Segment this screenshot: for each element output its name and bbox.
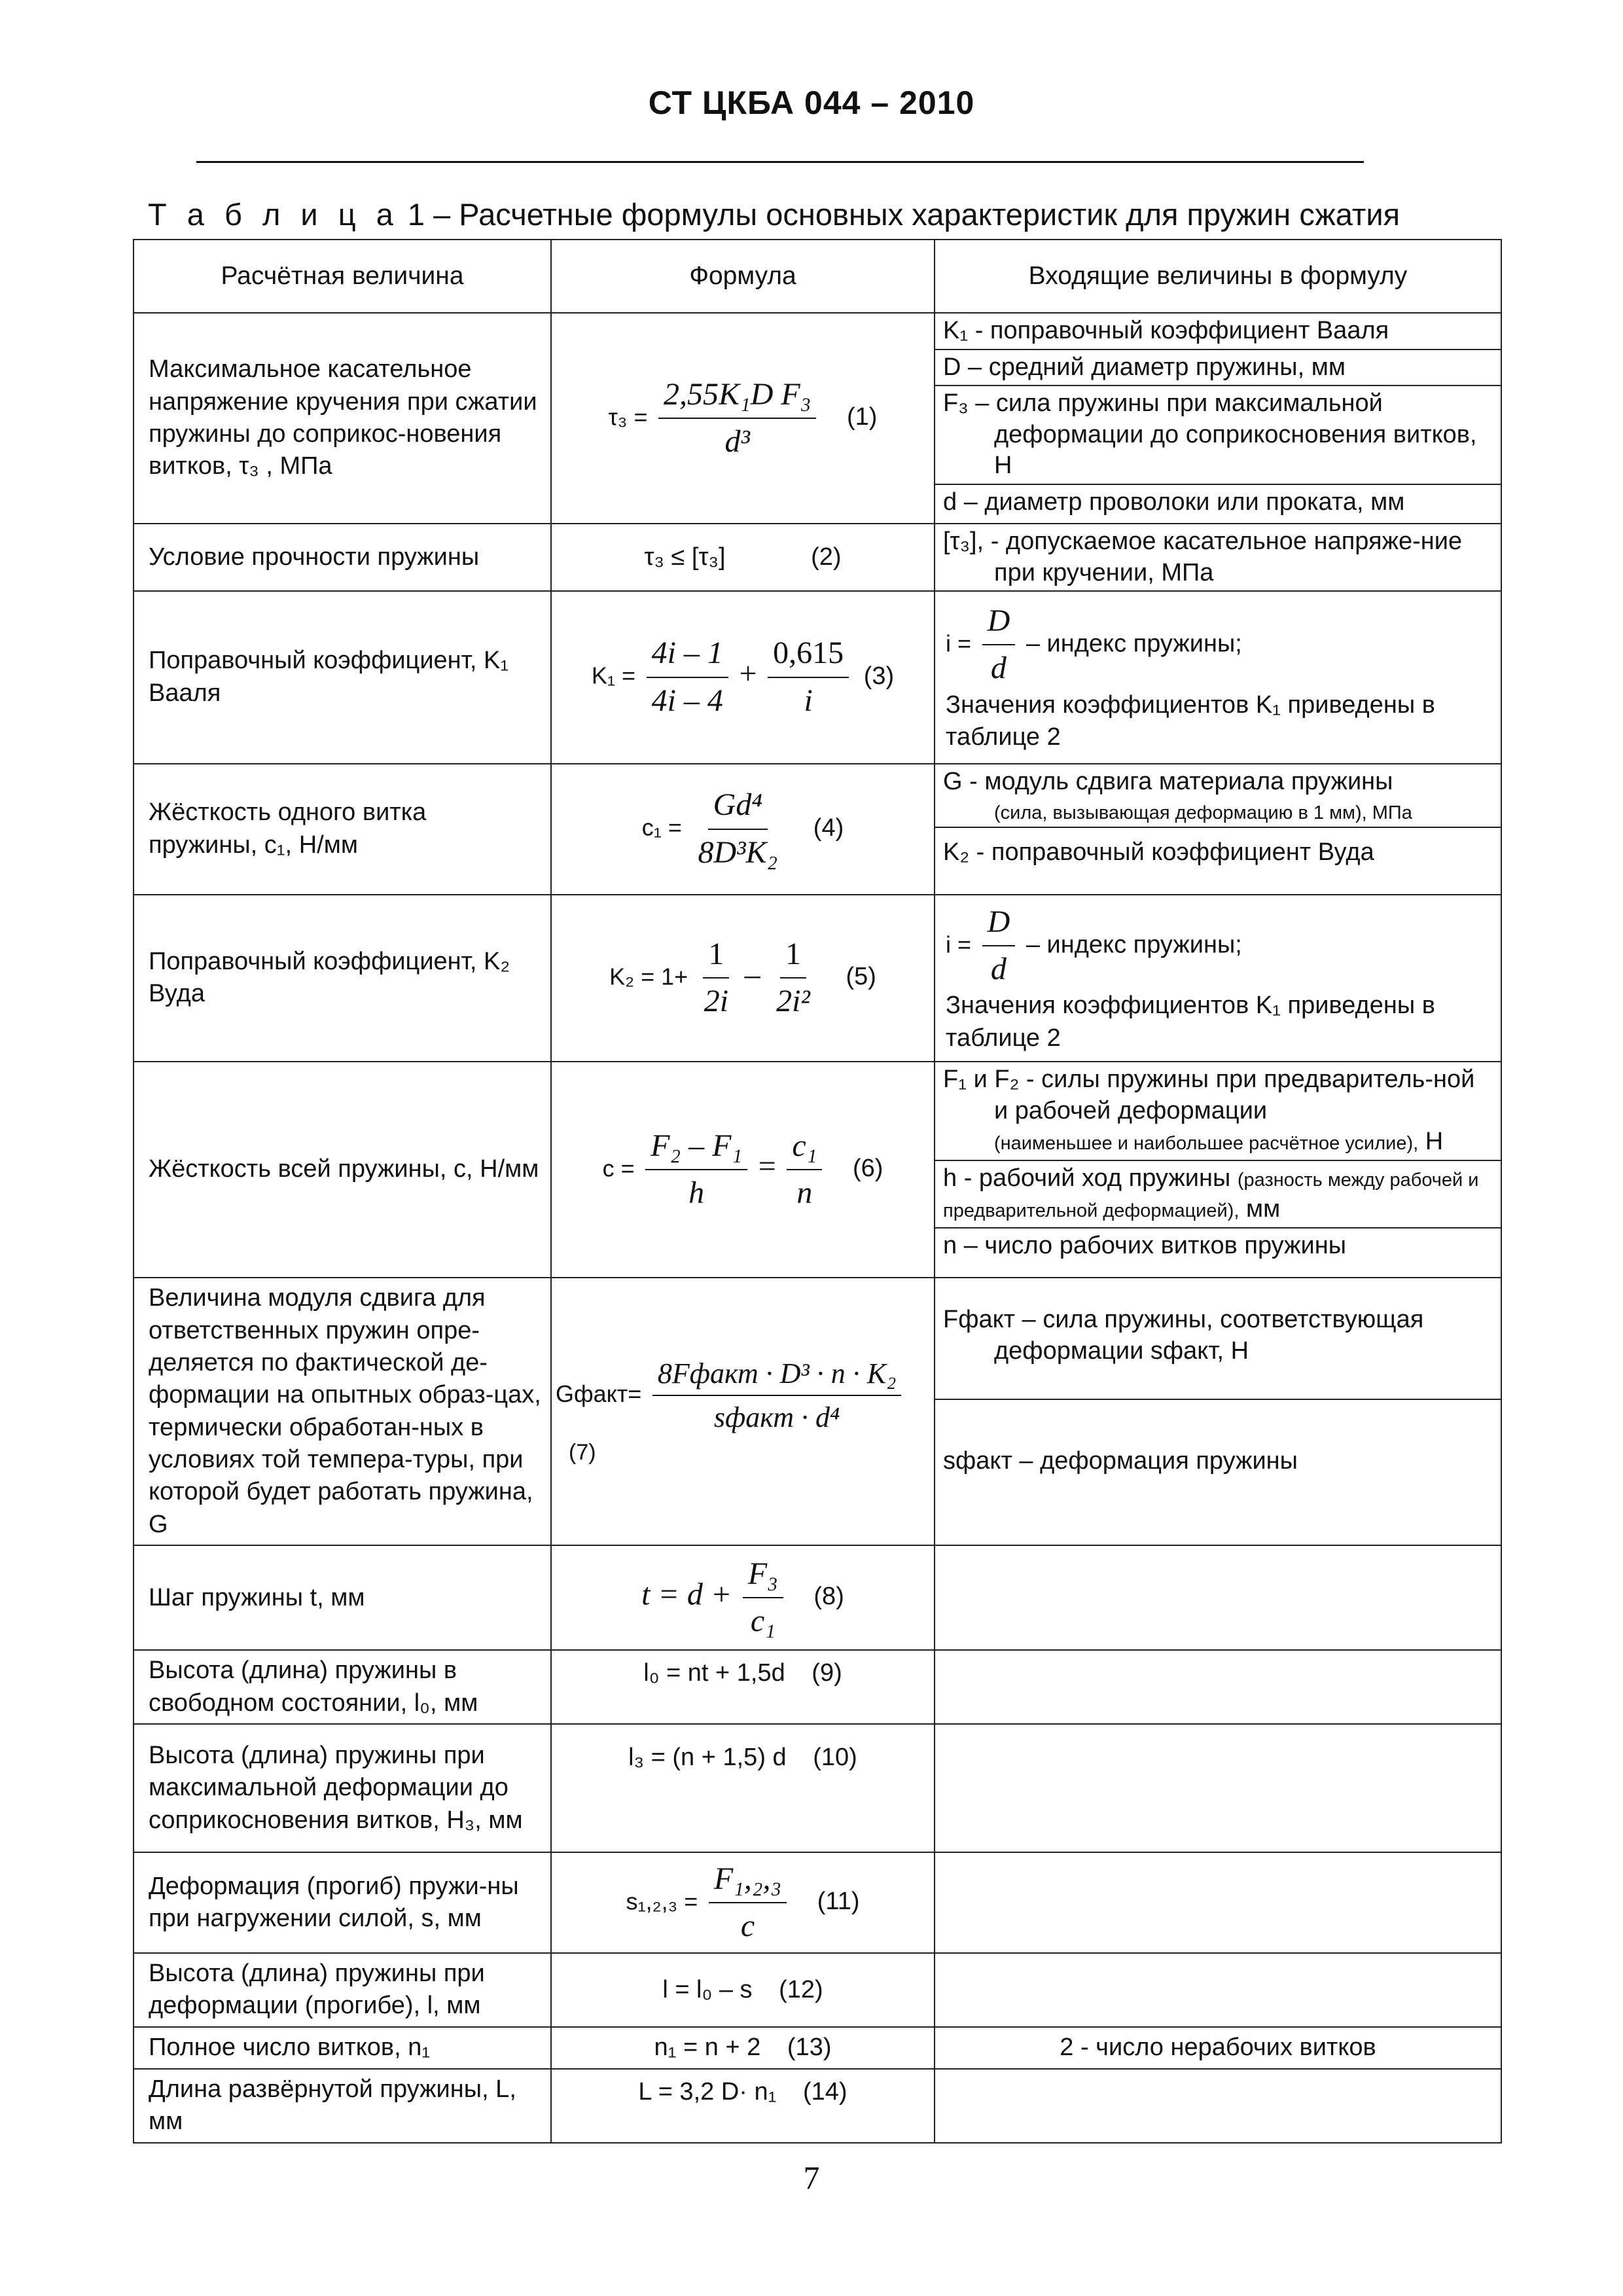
formula-denominator: d³ (724, 424, 750, 459)
inputs-cell-empty (935, 1650, 1501, 1724)
inputs-cell-empty (935, 1953, 1501, 2027)
input-item: F₃ – сила пружины при максимальной деформации до соприкосновения витков, Н (935, 386, 1501, 485)
formula-cell (551, 895, 935, 1062)
page-number: 7 (803, 2159, 820, 2196)
table-row (134, 1724, 1501, 1852)
formula-cell (551, 1062, 935, 1278)
formula-cell (551, 1650, 935, 1724)
formula-fraction (787, 1126, 822, 1214)
table-row (134, 313, 1501, 524)
inputs-cell (935, 764, 1501, 895)
formula-numerator: 4i – 1 (647, 633, 728, 677)
formula-numerator: F₃ (743, 1554, 783, 1598)
equation-number: (3) (863, 662, 895, 690)
document-code: СТ ЦКБА 044 – 2010 (648, 84, 975, 121)
input-item: sфакт – деформация пружины (943, 1447, 1298, 1475)
equation-number: (6) (852, 1155, 883, 1183)
index-fraction (982, 902, 1016, 990)
formula-cell (551, 524, 935, 591)
formula-text: n₁ = n + 2 (654, 2034, 761, 2062)
quantity-cell: Высота (длина) пружины при максимальной деформации до соприкосновения витков, H₃, мм (134, 1724, 551, 1852)
formula-lhs: Gфакт= (556, 1380, 642, 1408)
formula-denominator: 8D³K₂ (698, 834, 778, 870)
index-lhs: i = (946, 630, 972, 657)
formula-lhs: s₁,₂,₃ = (626, 1888, 698, 1915)
formula-denominator: n (796, 1175, 813, 1211)
inputs-cell: 2 - число нерабочих витков (935, 2027, 1501, 2069)
formula-lhs: K₂ = 1+ (609, 963, 688, 990)
formula-denominator: sфакт · d⁴ (713, 1401, 840, 1433)
table-row (134, 1278, 1501, 1545)
formula-lhs: c = (602, 1155, 635, 1182)
equation-number: (8) (813, 1583, 844, 1611)
column-header-formula: Формула (551, 240, 935, 313)
equation-number: (9) (812, 1659, 842, 1687)
table-row (134, 1650, 1501, 1724)
coefficient-note: Значения коэффициентов K₁ приведены в таблице 2 (946, 992, 1435, 1052)
formula-text: τ₃ ≤ [τ₃] (644, 543, 726, 571)
formula-lhs: τ₃ = (608, 403, 648, 431)
equation-number: (2) (811, 543, 842, 571)
formula-lhs: K₁ = (591, 662, 636, 689)
column-header-inputs: Входящие величины в формулу (935, 240, 1501, 313)
formula-denominator: c₁ (750, 1604, 776, 1639)
inputs-cell (935, 591, 1501, 764)
quantity-cell: Жёсткость одного витка пружины, c₁, Н/мм (134, 764, 551, 895)
equation-number: (14) (803, 2077, 847, 2106)
table-row (134, 1852, 1501, 1953)
formula-cell (551, 591, 935, 764)
inputs-cell-empty (935, 2069, 1501, 2143)
quantity-cell: Высота (длина) пружины при деформации (прогибе), l, мм (134, 1953, 551, 2027)
table-caption-text: 1 – Расчетные формулы основных характеристик для пружин сжатия (399, 197, 1400, 232)
formula-numerator: 1 (703, 934, 729, 978)
formula-lhs: c₁ = (641, 814, 682, 841)
input-item: K₂ - поправочный коэффициент Вуда (943, 838, 1374, 867)
formula-numerator: 8Fфакт · D³ · n · K₂ (652, 1355, 902, 1396)
input-item: n – число рабочих витков пружины (943, 1231, 1347, 1259)
formula-numerator: 1 (780, 934, 806, 978)
formula-numerator: F₁,₂,₃ (709, 1859, 787, 1903)
input-item: [τ₃], - допускаемое касательное напряже-ние при кручении, МПа (943, 528, 1463, 586)
formula-cell (551, 1953, 935, 2027)
inputs-cell (935, 313, 1501, 524)
input-item: D – средний диаметр пружины, мм (935, 350, 1501, 387)
inputs-cell-empty (935, 1724, 1501, 1852)
table-row (134, 1062, 1501, 1278)
quantity-cell: Полное число витков, n₁ (134, 2027, 551, 2069)
table-row (134, 1953, 1501, 2027)
inputs-cell (935, 1062, 1501, 1278)
formula-denominator: c (740, 1909, 755, 1944)
equation-number: (13) (787, 2034, 832, 2062)
equation-number: (4) (813, 814, 844, 842)
input-item: G - модуль сдвига материала пружины (943, 767, 1393, 795)
formula-fraction (709, 1859, 787, 1947)
formula-denominator: 2i (704, 984, 729, 1019)
formula-text: L = 3,2 D· n₁ (638, 2077, 777, 2106)
index-fraction (982, 601, 1016, 689)
formula-denominator: h (688, 1175, 705, 1211)
equation-number: (10) (813, 1744, 857, 1772)
formula-denominator: 4i – 4 (651, 683, 723, 718)
input-item: Fфакт – сила пружины, соответствующая деформации sфакт, Н (935, 1278, 1501, 1400)
index-definition (946, 601, 1490, 689)
formula-cell (551, 1724, 935, 1852)
index-definition (946, 902, 1490, 990)
quantity-cell: Шаг пружины t, мм (134, 1545, 551, 1650)
index-numerator: D (982, 601, 1016, 645)
formula-operator: = (758, 1149, 776, 1184)
formula-text: l = l₀ – s (662, 1975, 753, 2003)
table-row (134, 2027, 1501, 2069)
formula-numerator: Gd⁴ (708, 785, 768, 829)
input-item-note: (наименьшее и наибольшее расчётное усилие), (994, 1133, 1419, 1155)
input-item-unit: мм (1239, 1195, 1281, 1223)
formula-numerator: c₁ (787, 1126, 822, 1170)
table-caption (148, 196, 1496, 233)
equation-number: (12) (779, 1975, 823, 2003)
equation-number: (1) (846, 403, 878, 431)
formula-cell (551, 1545, 935, 1650)
formula-operator: + (739, 656, 757, 691)
inputs-cell-empty (935, 1545, 1501, 1650)
column-header-quantity: Расчётная величина (134, 240, 551, 313)
quantity-cell: Максимальное касательное напряжение кручения при сжатии пружины до соприкос-новения витков, τ₃ , МПа (134, 313, 551, 524)
formula-table (133, 239, 1502, 2144)
formula-fraction (645, 1126, 747, 1214)
formula-fraction (699, 934, 734, 1022)
formula-denominator: i (804, 683, 813, 718)
table-row (134, 2069, 1501, 2143)
index-denominator: d (990, 651, 1007, 686)
quantity-cell: Жёсткость всей пружины, с, Н/мм (134, 1062, 551, 1278)
formula-lhs: t = d + (641, 1577, 732, 1612)
index-text: – индекс пружины; (1026, 630, 1242, 658)
inputs-cell (935, 1278, 1501, 1545)
table-caption-prefix: Т а б л и ц а (148, 197, 399, 232)
table-row (134, 895, 1501, 1062)
table-row (134, 1545, 1501, 1650)
index-text: – индекс пружины; (1026, 930, 1242, 958)
equation-number: (5) (846, 963, 876, 991)
table-row (134, 591, 1501, 764)
formula-fraction (658, 374, 816, 463)
index-lhs: i = (946, 930, 972, 958)
quantity-cell: Деформация (прогиб) пружи-ны при нагружении силой, s, мм (134, 1852, 551, 1953)
formula-cell (551, 313, 935, 524)
inputs-cell (935, 524, 1501, 591)
formula-denominator: 2i² (776, 984, 810, 1019)
input-item (935, 1161, 1501, 1229)
formula-fraction (692, 785, 783, 873)
formula-fraction (743, 1554, 783, 1642)
input-item-unit: Н (1418, 1128, 1444, 1156)
table-header-row (134, 240, 1501, 313)
formula-fraction (768, 633, 849, 721)
header-divider (196, 161, 1364, 163)
quantity-cell: Условие прочности пружины (134, 524, 551, 591)
formula-text: l₃ = (n + 1,5) d (628, 1744, 787, 1772)
quantity-cell: Величина модуля сдвига для ответственных пружин опре-деляется по фактической де-формации на опытных образ-цах, термически обработан-ных в условиях той темпера-туры, при которой будет работать пружина, G (134, 1278, 551, 1545)
table-row (134, 764, 1501, 895)
input-item-note: (сила, вызывающая деформацию в 1 мм), МПа (935, 799, 1501, 828)
equation-number: (11) (817, 1888, 860, 1916)
formula-fraction (771, 934, 815, 1022)
formula-text: l₀ = nt + 1,5d (643, 1659, 785, 1687)
quantity-cell: Высота (длина) пружины в свободном состоянии, l₀, мм (134, 1650, 551, 1724)
inputs-cell-empty (935, 1852, 1501, 1953)
table-row (134, 524, 1501, 591)
quantity-cell: Длина развёрнутой пружины, L, мм (134, 2069, 551, 2143)
input-item-text: h - рабочий ход пружины (943, 1164, 1238, 1192)
formula-numerator: 2,55K₁D F₃ (658, 374, 816, 419)
quantity-cell: Поправочный коэффициент, K₂ Вуда (134, 895, 551, 1062)
formula-cell (551, 764, 935, 895)
input-item (935, 1062, 1501, 1161)
formula-cell (551, 2069, 935, 2143)
inputs-cell (935, 895, 1501, 1062)
input-item-note: (разность между рабочей и предварительной деформацией), (943, 1169, 1479, 1222)
index-denominator: d (990, 951, 1007, 986)
input-item: K₁ - поправочный коэффициент Вааля (935, 314, 1501, 350)
equation-number: (7) (569, 1440, 596, 1465)
formula-cell (551, 2027, 935, 2069)
quantity-cell: Поправочный коэффициент, K₁ Вааля (134, 591, 551, 764)
formula-cell (551, 1278, 935, 1545)
formula-operator: – (744, 957, 760, 992)
formula-cell (551, 1852, 935, 1953)
formula-numerator: 0,615 (768, 633, 849, 677)
formula-numerator: F₂ – F₁ (645, 1126, 747, 1170)
coefficient-note: Значения коэффициентов K₁ приведены в таблице 2 (946, 691, 1435, 751)
formula-fraction (647, 633, 728, 721)
formula-fraction (652, 1355, 902, 1436)
index-numerator: D (982, 902, 1016, 946)
input-item: d – диаметр проволоки или проката, мм (943, 488, 1405, 516)
input-item-text: F₁ и F₂ - силы пружины при предваритель-ной и рабочей деформации (943, 1066, 1475, 1124)
